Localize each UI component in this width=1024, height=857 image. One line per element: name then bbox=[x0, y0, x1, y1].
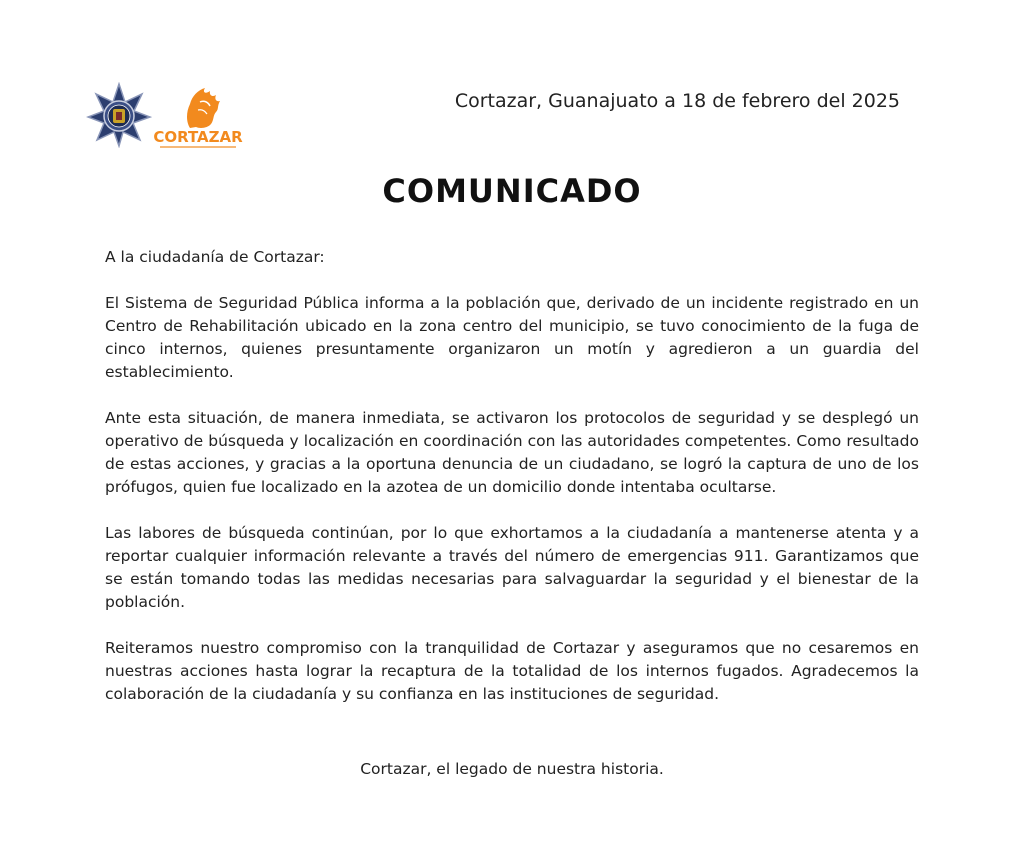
paragraph-2: Ante esta situación, de manera inmediata, se activaron los protocolos de seguridad y se desplegó un operativo de búsqueda y localización en coordinación con las autoridades competentes. Como resultado de estas acciones, y gracias a la oportuna denuncia de un ciudadano, se logró la captura de uno de los prófugos, quien fue localizado en la azotea de un domicilio donde intentaba ocultarse. bbox=[105, 409, 919, 496]
document-title: COMUNICADO bbox=[382, 172, 642, 210]
paragraph-1: El Sistema de Seguridad Pública informa a la población que, derivado de un incidente registrado en un Centro de Rehabilitación ubicado en la zona centro del municipio, se tuvo conocimiento de la fuga de cinco internos, quienes presuntamente organizaron un motín y agredieron a un guardia del establecimiento. bbox=[105, 294, 919, 381]
closing-slogan: Cortazar, el legado de nuestra historia. bbox=[360, 760, 664, 778]
date-line: Cortazar, Guanajuato a 18 de febrero del 2025 bbox=[454, 90, 900, 112]
municipal-logo-text: CORTAZAR bbox=[153, 128, 243, 146]
greeting: A la ciudadanía de Cortazar: bbox=[105, 248, 325, 266]
paragraph-4: Reiteramos nuestro compromiso con la tranquilidad de Cortazar y aseguramos que no cesaremos en nuestras acciones hasta lograr la recaptura de la totalidad de los internos fugados. Agradecemos la colaboración de la ciudadanía y su confianza en las instituciones de seguridad. bbox=[105, 639, 919, 703]
header-logos bbox=[86, 82, 246, 154]
paragraph-3: Las labores de búsqueda continúan, por lo que exhortamos a la ciudadanía a mantenerse atenta y a reportar cualquier información relevante a través del número de emergencias 911. Garantizamos que se están tomando todas las medidas necesarias para salvaguardar la seguridad y el bienestar de la población. bbox=[105, 524, 919, 611]
cortazar-municipal-logo-icon bbox=[150, 82, 246, 154]
document-body bbox=[105, 246, 919, 729]
police-star-logo-icon bbox=[86, 82, 152, 148]
